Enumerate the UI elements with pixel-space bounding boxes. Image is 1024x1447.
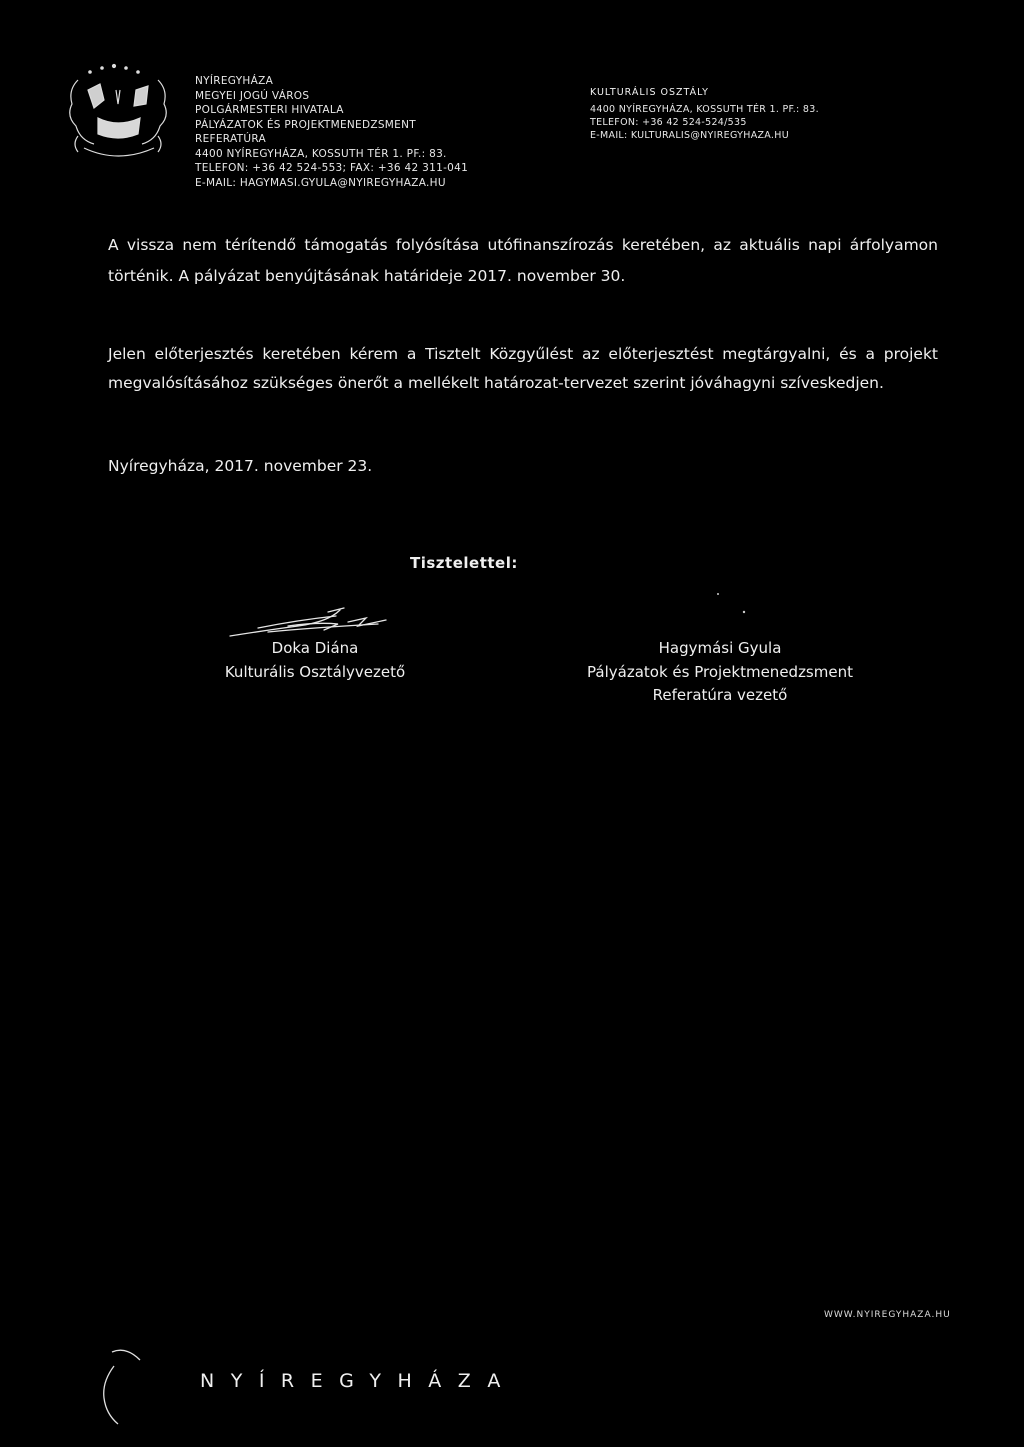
signature-right [570,637,870,708]
signatory-role: Referatúra vezető [652,686,788,704]
paragraph-funding [108,238,938,298]
header-line: NYÍREGYHÁZA [195,75,274,87]
header-line: 4400 NYÍREGYHÁZA, KOSSUTH TÉR 1. PF.: 83. [195,147,447,160]
paragraph-line: A vissza nem térítendő támogatás folyósítása utófinanszírozás keretében, az aktuális napi árfolyamon [108,236,938,254]
header-line: REFERATÚRA [195,133,266,145]
signatory-name: Hagymási Gyula [658,639,782,657]
paragraph-line: történik. A pályázat benyújtásának határideje 2017. november 30. [108,267,626,285]
signatory-role: Kulturális Osztályvezető [224,662,406,681]
footer-city-wordmark: NYÍREGYHÁZA [200,1370,517,1392]
city-logo-icon [92,1342,152,1432]
signatory-role: Pályázatok és Projektmenedzsment [587,662,853,681]
header-line: TELEFON: +36 42 524-524/535 [590,117,747,128]
signature-left [210,637,420,684]
coat-of-arms-icon [58,60,188,170]
signatory-name: Doka Diána [271,639,359,657]
department-title: KULTURÁLIS OSZTÁLY [590,87,709,98]
closing-greeting: Tisztelettel: [410,554,518,572]
paragraph-line: Jelen előterjesztés keretében kérem a Tisztelt Közgyűlést az előterjesztést megtárgyalni, és a projekt [108,345,938,363]
department-address-block [590,86,819,142]
signature-mark [712,590,752,616]
paragraph-line: megvalósításához szükséges önerőt a mellékelt határozat-tervezet szerint jóváhagyni szíveskedjen. [108,374,884,392]
footer-website: WWW.NYIREGYHAZA.HU [824,1310,951,1320]
header-line: POLGÁRMESTERI HIVATALA [195,104,344,116]
header-line: TELEFON: +36 42 524-553; FAX: +36 42 311-041 [195,162,469,174]
sender-address-block [195,74,468,190]
header-line: MEGYEI JOGÚ VÁROS [195,89,310,102]
date-line: Nyíregyháza, 2017. november 23. [108,457,373,475]
header-line: PÁLYÁZATOK ÉS PROJEKTMENEDZSMENT [195,118,416,131]
header-line: 4400 NYÍREGYHÁZA, KOSSUTH TÉR 1. PF.: 83. [590,104,819,115]
header-line: E-MAIL: KULTURALIS@NYIREGYHAZA.HU [590,130,789,141]
header-line: E-MAIL: HAGYMASI.GYULA@NYIREGYHAZA.HU [195,176,446,189]
paragraph-request [108,347,938,407]
